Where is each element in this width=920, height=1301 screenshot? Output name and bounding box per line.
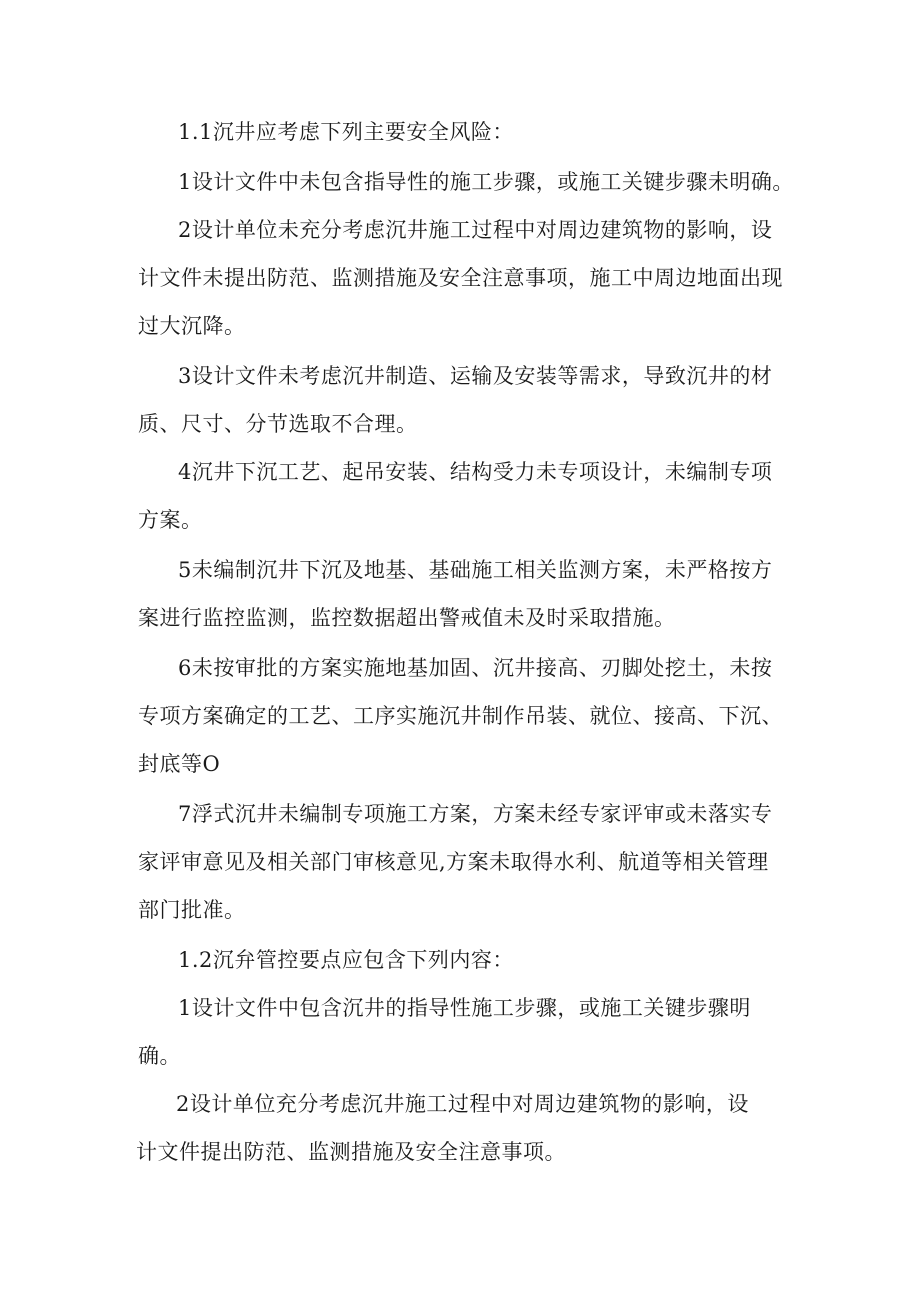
section-heading-1-2: 1.2沉弁管控要点应包含下列内容： — [178, 948, 514, 972]
s1-item6-line2: 专项方案确定的工艺、工序实施沉井制作吊装、就位、接高、下沉、 — [138, 704, 783, 728]
s2-item1-line2: 确。 — [138, 1044, 181, 1068]
s1-item4-line2: 方案。 — [138, 508, 203, 532]
section-heading-1-1: 1.1沉井应考虑下列主要安全风险： — [178, 120, 514, 144]
s1-item7-line2: 家评审意见及相关部门审核意见,方案未取得水利、航道等相关管理 — [138, 850, 769, 874]
s1-item5-line1: 5未编制沉井下沉及地基、基础施工相关监测方案，未严格按方 — [178, 558, 773, 582]
s2-item2-line1: 2设计单位充分考虑沉井施工过程中对周边建筑物的影响，设 — [176, 1092, 749, 1116]
s2-item1-line1: 1设计文件中包含沉井的指导性施工步骤，或施工关键步骤明 — [178, 996, 751, 1020]
s1-item1-line1: 1设计文件中未包含指导性的施工步骤，或施工关键步骤未明确。 — [178, 170, 794, 194]
s1-item3-line2: 质、尺寸、分节选取不合理。 — [138, 412, 418, 436]
s1-item2-line3: 过大沉降。 — [138, 314, 246, 338]
s1-item7-line1: 7浮式沉井未编制专项施工方案，方案未经专家评审或未落实专 — [178, 802, 773, 826]
s1-item2-line2: 计文件未提出防范、监测措施及安全注意事项，施工中周边地面出现 — [138, 266, 783, 290]
s1-item6-line1: 6未按审批的方案实施地基加固、沉井接高、刃脚处挖土，未按 — [178, 656, 773, 680]
s2-item2-line2: 计文件提出防范、监测措施及安全注意事项。 — [136, 1140, 566, 1164]
s1-item2-line1: 2设计单位未充分考虑沉井施工过程中对周边建筑物的影响，设 — [178, 218, 773, 242]
s1-item5-line2: 案进行监控监测，监控数据超出警戒值未及时采取措施。 — [138, 606, 676, 630]
s1-item7-line3: 部门批准。 — [138, 898, 246, 922]
s1-item4-line1: 4沉井下沉工艺、起吊安装、结构受力未专项设计，未编制专项 — [178, 460, 773, 484]
s1-item3-line1: 3设计文件未考虑沉井制造、运输及安装等需求，导致沉井的材 — [178, 364, 773, 388]
s1-item6-line3: 封底等O — [138, 752, 221, 776]
